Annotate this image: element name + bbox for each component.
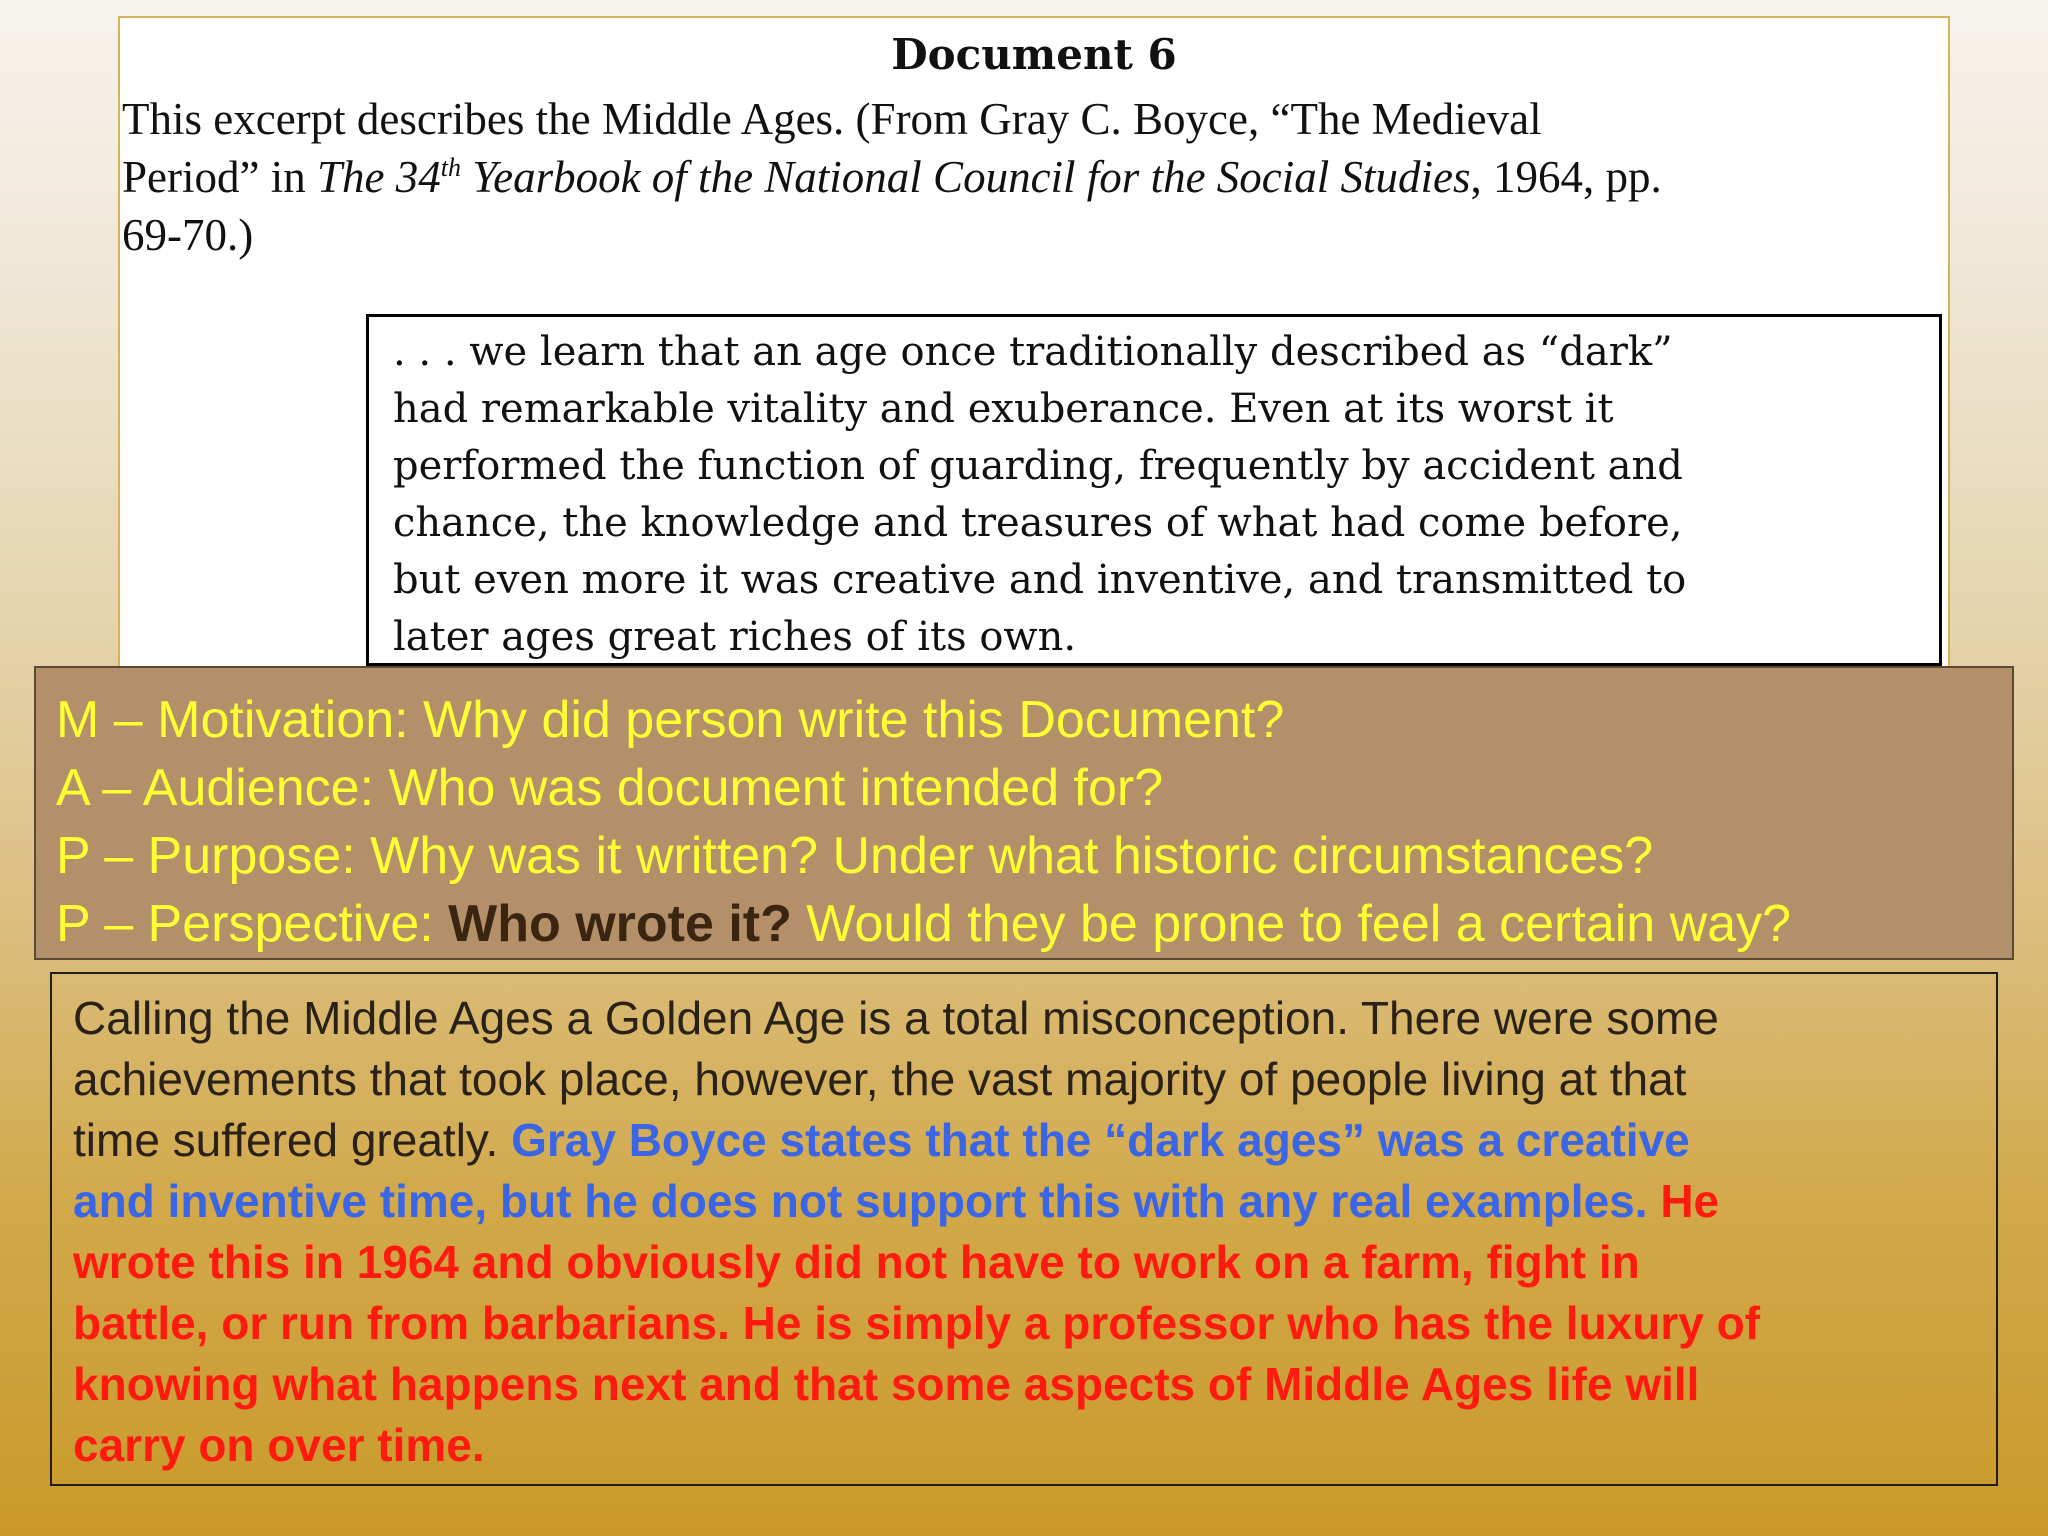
answer-line: Calling the Middle Ages a Golden Age is a total misconception. There were some	[73, 992, 1719, 1044]
answer-red-line: battle, or run from barbarians. He is simply a professor who has the luxury of	[73, 1297, 1761, 1349]
answer-line	[73, 1110, 1996, 1171]
citation-line-2	[122, 148, 1932, 206]
mapp-box	[34, 666, 2014, 960]
citation-text: , 1964, pp.	[1470, 152, 1662, 202]
quote-line: chance, the knowledge and treasures of what had come before,	[393, 500, 1683, 546]
mapp-perspective-label: P – Perspective:	[56, 895, 449, 953]
quote-box	[366, 314, 1942, 666]
answer-red-line: knowing what happens next and that some aspects of Middle Ages life will	[73, 1358, 1700, 1410]
quote-line: but even more it was creative and inventive, and transmitted to	[393, 557, 1687, 603]
citation-italic-title	[317, 152, 1471, 202]
quote-line: later ages great riches of its own.	[393, 614, 1077, 660]
answer-line: achievements that took place, however, the vast majority of people living at that	[73, 1053, 1687, 1105]
citation-superscript: th	[440, 153, 461, 182]
mapp-audience: A – Audience: Who was document intended for?	[56, 759, 1164, 817]
answer-red-line: carry on over time.	[73, 1419, 485, 1471]
mapp-purpose: P – Purpose: Why was it written? Under what historic circumstances?	[56, 827, 1654, 885]
quote-line: performed the function of guarding, frequently by accident and	[393, 443, 1683, 489]
mapp-motivation: M – Motivation: Why did person write this Document?	[56, 691, 1285, 749]
quote-line: . . . we learn that an age once traditionally described as “dark”	[393, 329, 1673, 375]
mapp-perspective	[56, 890, 2012, 958]
answer-red-text: He	[1647, 1175, 1720, 1227]
citation-text: Period” in	[122, 152, 317, 202]
answer-red-line: wrote this in 1964 and obviously did not have to work on a farm, fight in	[73, 1236, 1640, 1288]
citation-italic-part: The 34	[316, 152, 441, 202]
citation-line-1: This excerpt describes the Middle Ages. (From Gray C. Boyce, “The Medieval	[122, 94, 1542, 144]
document-citation	[122, 90, 1932, 264]
mapp-perspective-rest: Would they be prone to feel a certain way?	[791, 895, 1792, 953]
document-title: Document 6	[891, 30, 1177, 79]
mapp-perspective-highlight: Who wrote it?	[448, 895, 792, 953]
citation-line-3: 69-70.)	[122, 210, 254, 260]
answer-line	[73, 1171, 1996, 1232]
answer-blue-text: Gray Boyce states that the “dark ages” was a creative	[511, 1114, 1690, 1166]
answer-blue-text: and inventive time, but he does not support this with any real examples.	[73, 1175, 1648, 1227]
document-card	[118, 16, 1950, 671]
answer-box	[50, 972, 1998, 1486]
quote-line: had remarkable vitality and exuberance. Even at its worst it	[393, 386, 1614, 432]
citation-italic-part: Yearbook of the National Council for the Social Studies	[460, 152, 1471, 202]
answer-text: time suffered greatly.	[73, 1114, 512, 1166]
